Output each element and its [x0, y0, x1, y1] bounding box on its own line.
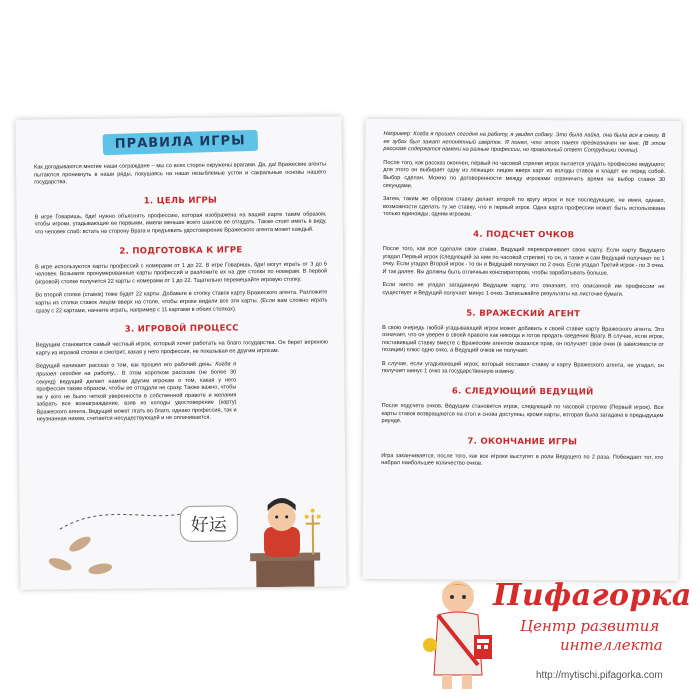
man-at-desk-icon [250, 498, 322, 588]
section-process-heading: 3. ИГРОВОЙ ПРОЦЕСС [124, 323, 239, 335]
process-text-2c: В этом коротком рассказе (не более 30 секунд) ведущий делает намеки другим игрокам о том, какая у него профессия таким образом, чтобы ее отгадали не сразу. Также важно, чтобы ни у кого не было четкой уверенности в собственной правоте и желания забрать все вознаграждение, взяв из колоды удостоверение (карту) Вражеского агента. Ведущий может лгать во благо, однако профессия, так и неузнанная никем, считается несуществующей и не оплачивается. [36, 369, 237, 423]
section-enemy-agent-heading: 5. ВРАЖЕСКИЙ АГЕНТ [466, 308, 581, 319]
guess-paragraph: После того, как рассказ окончен, первый по часовой стрелке игрок пытается угадать профессию ведущего; для этого он выбирает одну из лежащих лицом вверх карт из колоды ставок и кладет ее перед собой. Выбор сделан. Можно по договоренности между игроками ограничить время на выбор ставки 30 секундами. [383, 159, 666, 189]
example-paragraph: Например: Когда я пришел сегодня на работу, я увидел собаку. Это была лайка, она была вся в снегу. В ее зубах был зажат непонятный сверток. Я понял, что этот пакет предназначен не мне. (В этом рассказе содержатся намеки на разные профессии, но правильный ответ Сотрудники почты). [383, 131, 666, 154]
section-goal-heading: 1. ЦЕЛЬ ИГРЫ [143, 195, 218, 207]
section-scoring-text-2: Если никто не угадал загаданную Ведущим карту, это означает, что описанной им профессии не существует и Ведущий получает минус 1 очко. Записывайте результаты на листочке бумаги. [382, 282, 665, 298]
section-enemy-agent-text-1: В свою очередь любой угадывающий игрок может добавить к своей ставке карту Вражеского агента. Это означает, что он уверен в своей правоте как никогда и готов продать сведения Врагу. В случае, если игрок, поставивший ставку вместе с Вражеским агентом оказался прав, он получает свои очки (в зависимости от позиции) плюс одно очко, а Ведущий очков не получает. [381, 324, 665, 355]
intro-paragraph: Как догадываются многие наши сограждане – мы со всех сторон окружены врагами. Да, да! Вражеские агенты пытаются проникнуть в наши ряды, покушаясь на наши незыблемые устои и сакральные основы нашего государства. [34, 161, 327, 186]
logo-name: Пифагорка [493, 578, 692, 613]
section-setup-heading: 2. ПОДГОТОВКА К ИГРЕ [119, 244, 243, 257]
section-setup-text-2: Во второй стопке (ставок) тоже будет 22 карты. Добавьте в стопку ставок карту Вражеского агента. Разложите карты из стопки ставок лицом вверх на столе, чтобы игроки видели все эти карты. (Если вам сложно играть сразу с 22 картами, начните играть, например с 11 картами в обеих стопках). [35, 289, 328, 315]
section-scoring-text-1: После того, как все сделали свои ставки, Ведущий переворачивает свою карту. Если карту Ведущего угадал Первый игрок (следующий за ним по часовой стрелке) то он, а также и сам Ведущий получают по 1 очку. Если угадал Второй игрок - то он и Ведущий получают по 2 очка. Если угадал Третий игрок - по 3 очка. И так далее. Вы должны быть отличным конспиратором, чтобы зарабатывать больше. [382, 245, 665, 277]
section-setup-text-1: В игре используются карты профессий с номерами от 1 до 22. В игре Говаришь, бди! могут играть от 3 до 6 человек. Возьмите пронумерованные карты профессий и разложите их на две стопки по номерам. В первой (игровой) стопке получится 22 карты с номерами от 1 до 22. Тщательно перемешайте игровую стопку. [35, 261, 328, 286]
rules-page-right [362, 119, 681, 581]
logo-subtitle-1: Центр развития [520, 617, 660, 635]
section-next-host-text: После подсчета очков, Ведущим становится игрок, следующий по часовой стрелке (Первый игрок). Все карты ставок возвращаются на стол и снова доступны, кроме карты, которая была загадана в предыдущем раунде. [381, 403, 664, 425]
section-scoring-heading: 4. ПОДСЧЕТ ОЧКОВ [473, 229, 575, 241]
logo-subtitle-2: интеллекта [560, 636, 663, 654]
left-page-content [34, 116, 329, 430]
leaf-icons [47, 533, 113, 576]
right-page-content [381, 131, 665, 476]
rules-page-left [16, 116, 347, 589]
process-text-2a: Ведущий начинает рассказ о том, как прошел его рабочий день: [36, 361, 216, 370]
bet-paragraph: Затем, таким же образом ставку делает второй по кругу игрок и все последующие, не имея, однако, возможности сделать ту же ставку, что и первый игрок. Одна карта профессии может быть использована только единожды, одним игроком. [382, 196, 666, 218]
process-text-2b: Когда я пришел сегодня на работу... [36, 361, 237, 378]
section-end-heading: 7. ОКОНЧАНИЕ ИГРЫ [467, 436, 578, 448]
pifagorka-mascot-icon [418, 575, 496, 695]
rules-title: ПРАВИЛА ИГРЫ [102, 130, 257, 155]
logo-url[interactable]: http://mytischi.pifagorka.com [536, 670, 663, 681]
section-enemy-agent-text-2: В случае, если угадывающий игрок, который поставил ставку и карту Вражеского агента, не угадал, он получает минус 1 очко за государственную измену. [381, 360, 664, 376]
section-process-text-1: Ведущим становится самый честный игрок, который хочет работать на благо государства. Он берет верхнюю карту из игровой стопки и смотрит, какая у него профессия, не показывая ее другим игрокам. [35, 339, 328, 357]
section-end-text: Игра заканчивается, после того, как все игроки выступят в роли Ведущего по 2 раза. Побеждает тот, кто набрал наибольшее количество очков. [381, 452, 664, 468]
section-process-text-2 [36, 362, 237, 425]
section-goal-text: В игре Говаришь, бди! нужно объяснять профессию, которая изображена на вашей карте таким образом, чтобы игроки, угадывающие ее первыми, имели меньше всего шансов ее отгадать. Также стоит иметь в виду, что человек слаб: встать на сторону Врага и предъявить удостоверение Вражеского агента может каждый. [34, 211, 327, 236]
luck-sticker: 好运 [180, 505, 238, 542]
section-next-host-heading: 6. СЛЕДУЮЩИЙ ВЕДУЩИЙ [451, 386, 594, 398]
title-wrap [34, 130, 326, 154]
